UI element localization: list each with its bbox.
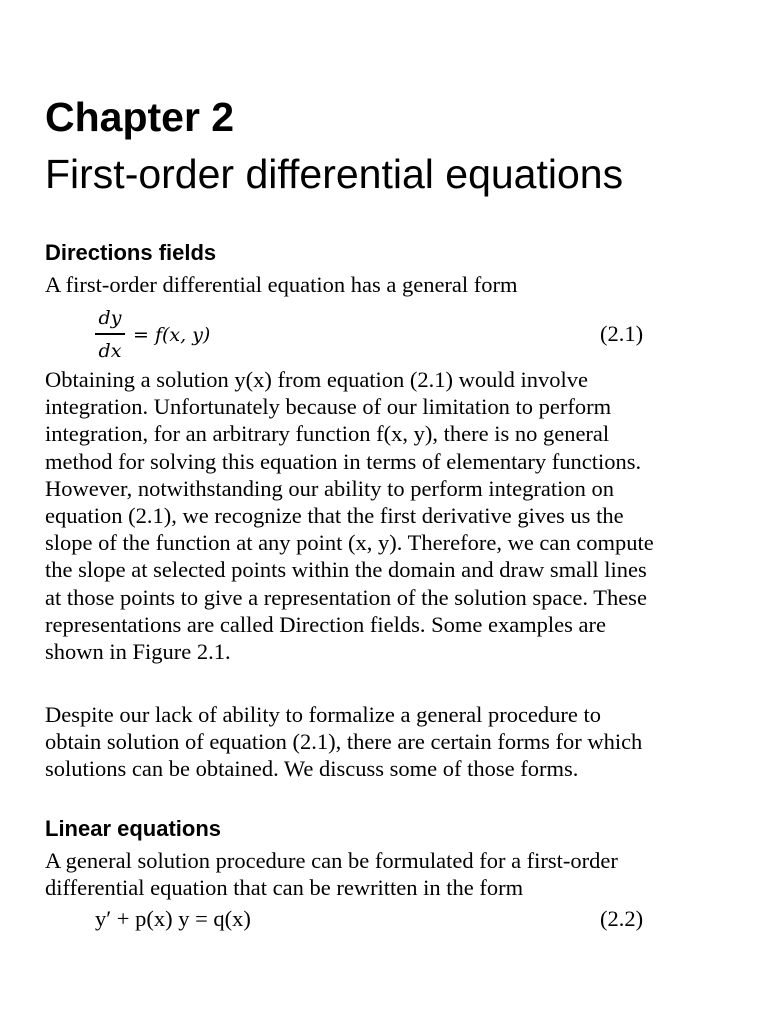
paragraph-line: integration. Unfortunately because of our limitation to perform bbox=[45, 394, 612, 420]
section-heading-direction-fields: Directions fields bbox=[45, 240, 217, 265]
paragraph-line: Despite our lack of ability to formalize a general procedure to bbox=[45, 702, 602, 727]
paragraph-line: obtain solution of equation (2.1), there are certain forms for which bbox=[45, 729, 643, 755]
paragraph-line: method for solving this equation in terms of elementary functions. bbox=[45, 448, 642, 474]
paragraph-line: at those points to give a representation of the solution space. These bbox=[45, 584, 647, 610]
paragraph-line: However, notwithstanding our ability to perform integration on bbox=[45, 475, 614, 501]
paragraph-line: the slope at selected points within the domain and draw small lines bbox=[45, 557, 647, 583]
chapter-label: Chapter 2 bbox=[45, 94, 235, 140]
paragraph-line: representations are called Direction fields. Some examples are bbox=[45, 611, 607, 637]
paragraph-direction-fields bbox=[45, 366, 745, 665]
chapter-title: First-order differential equations bbox=[45, 151, 624, 197]
paragraph-line: A general solution procedure can be formulated for a first-order bbox=[45, 848, 618, 873]
equation-2-2: y′ + p(x) y = q(x) bbox=[95, 906, 251, 931]
paragraph-line: slope of the function at any point (x, y). Therefore, we can compute bbox=[45, 530, 654, 556]
paragraph-line: shown in Figure 2.1. bbox=[45, 639, 231, 665]
fraction-denominator: dx bbox=[98, 339, 122, 362]
equation-2-1-fraction bbox=[95, 305, 125, 364]
paragraph-line: Obtaining a solution y(x) from equation (2.1) would involve bbox=[45, 367, 589, 392]
equation-2-1-rhs: = f(x, y) bbox=[133, 324, 211, 346]
paragraph-line: differential equation that can be rewritten in the form bbox=[45, 875, 524, 901]
paragraph-despite bbox=[45, 701, 745, 783]
fraction-numerator: dy bbox=[98, 307, 122, 329]
equation-number-2-1: (2.1) bbox=[600, 321, 644, 346]
intro-text: A first-order differential equation has a general form bbox=[45, 272, 518, 297]
paragraph-line: integration, for an arbitrary function f(x, y), there is no general bbox=[45, 421, 610, 447]
section-heading-linear-equations: Linear equations bbox=[45, 816, 222, 841]
paragraph-line: solutions can be obtained. We discuss some of those forms. bbox=[45, 756, 579, 782]
fraction-bar bbox=[95, 333, 125, 335]
paragraph-line: equation (2.1), we recognize that the first derivative gives us the bbox=[45, 503, 624, 529]
equation-number-2-2: (2.2) bbox=[600, 906, 644, 931]
paragraph-linear bbox=[45, 847, 745, 901]
